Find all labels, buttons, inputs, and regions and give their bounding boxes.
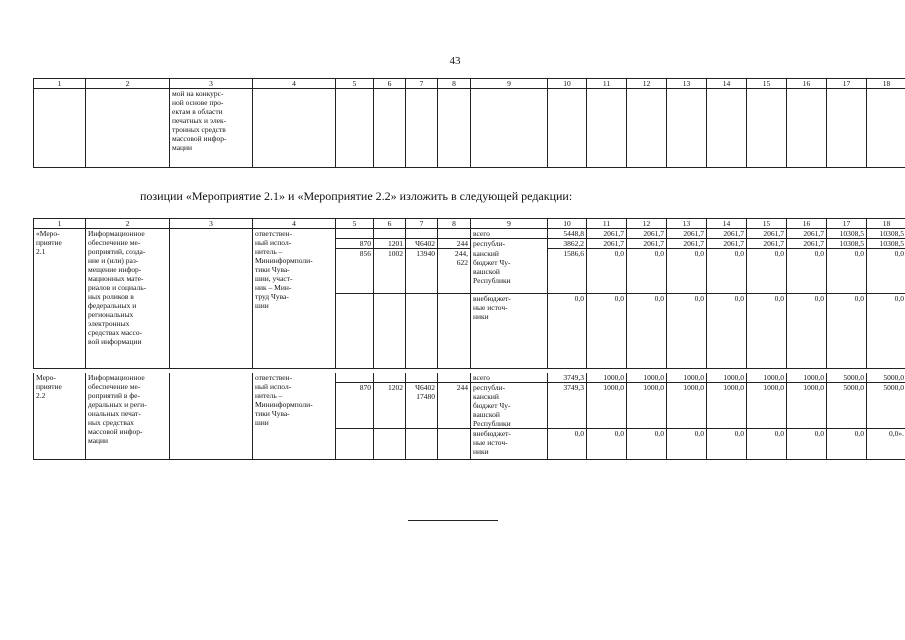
value-cell: 1000,0 bbox=[667, 373, 707, 383]
text-line: массовой инфор- bbox=[172, 134, 227, 143]
column-number-13: 13 bbox=[667, 79, 707, 89]
value-cell: 0,0 bbox=[787, 249, 827, 294]
code-cell: 1202 bbox=[374, 383, 406, 429]
text-line: нитель – bbox=[255, 247, 283, 256]
column-number-3: 3 bbox=[170, 79, 253, 89]
text-line: электронных bbox=[88, 319, 130, 328]
text-line: печатных и элек- bbox=[172, 116, 227, 125]
value-cell: 5000,0 bbox=[827, 373, 867, 383]
value-cell: 3862,2 bbox=[548, 239, 587, 249]
event-description bbox=[86, 229, 170, 369]
value-cell: 0,0 bbox=[747, 249, 787, 294]
text-line: вашской bbox=[473, 410, 500, 419]
value-cell: 1000,0 bbox=[627, 373, 667, 383]
value-cell: 0,0 bbox=[627, 249, 667, 294]
text-line: федеральных и bbox=[88, 301, 137, 310]
column-number-13: 13 bbox=[667, 219, 707, 229]
value-cell: 10308,5 bbox=[867, 239, 905, 249]
value-cell: 2061,7 bbox=[667, 229, 707, 239]
column-number-1: 1 bbox=[34, 79, 86, 89]
text-line: 622 bbox=[456, 258, 468, 267]
value-cell: 0,0 bbox=[747, 293, 787, 368]
column-number-11: 11 bbox=[587, 79, 627, 89]
text-line: шии bbox=[255, 418, 269, 427]
funding-source bbox=[471, 429, 548, 460]
text-line: мационных мате- bbox=[88, 274, 144, 283]
value-cell: 0,0 bbox=[587, 249, 627, 294]
value-cell: 0,0 bbox=[627, 429, 667, 460]
text-line: Меро- bbox=[36, 373, 56, 382]
page-number: 43 bbox=[449, 55, 461, 67]
text-line: риалов и социаль- bbox=[88, 283, 147, 292]
column-number-12: 12 bbox=[627, 79, 667, 89]
value-cell: 10308,5 bbox=[827, 229, 867, 239]
value-cell: 10308,5 bbox=[867, 229, 905, 239]
text-line: ники bbox=[473, 311, 489, 321]
column-number-2: 2 bbox=[86, 79, 170, 89]
value-cell: 3749,3 bbox=[548, 373, 587, 383]
text-line: мации bbox=[88, 436, 109, 445]
value-cell: 0,0 bbox=[548, 429, 587, 460]
value-cell: 2061,7 bbox=[707, 229, 747, 239]
funding-source: республи- bbox=[471, 239, 548, 249]
funding-source bbox=[471, 249, 548, 294]
text-line: средствах массо- bbox=[88, 328, 143, 337]
text-line: Мининформполи- bbox=[255, 256, 313, 265]
value-cell: 2061,7 bbox=[787, 229, 827, 239]
column-number-8: 8 bbox=[438, 79, 471, 89]
text-line: мой на конкурс- bbox=[172, 89, 224, 98]
value-cell: 1000,0 bbox=[707, 373, 747, 383]
column-number-18: 18 bbox=[867, 79, 905, 89]
value-cell: 0,0 bbox=[667, 249, 707, 294]
text-line: тики Чува- bbox=[255, 409, 290, 418]
column-number-9: 9 bbox=[471, 79, 548, 89]
value-cell: 1000,0 bbox=[587, 373, 627, 383]
column-number-18: 18 bbox=[867, 219, 905, 229]
value-cell: 0,0 bbox=[587, 429, 627, 460]
value-cell: 0,0 bbox=[827, 429, 867, 460]
value-cell: 2061,7 bbox=[707, 239, 747, 249]
value-cell: 0,0 bbox=[707, 249, 747, 294]
text-line: бюджет Чу- bbox=[473, 257, 511, 267]
text-line: роприятий, созда- bbox=[88, 247, 146, 256]
text-line: обеспечение ме- bbox=[88, 382, 141, 391]
text-line: деральных и реги- bbox=[88, 400, 147, 409]
code-cell: 870 bbox=[336, 383, 374, 429]
text-line: ные источ- bbox=[473, 438, 508, 447]
value-cell: 0,0 bbox=[867, 293, 905, 368]
value-cell: 0,0 bbox=[707, 293, 747, 368]
text-line: ных роликов в bbox=[88, 292, 134, 301]
column-number-4: 4 bbox=[253, 79, 336, 89]
value-cell: 0,0 bbox=[787, 429, 827, 460]
value-cell: 2061,7 bbox=[787, 239, 827, 249]
value-cell: 2061,7 bbox=[747, 239, 787, 249]
text-line: ние и (или) раз- bbox=[88, 256, 139, 265]
code-cell bbox=[406, 383, 438, 429]
value-cell: 5000,0 bbox=[867, 383, 905, 429]
table-row bbox=[34, 373, 905, 383]
value-cell: 0,0 bbox=[587, 293, 627, 368]
intro-text: позиции «Мероприятие 2.1» и «Мероприятие 2.2» изложить в следующей редакции: bbox=[140, 189, 573, 203]
event-description bbox=[170, 89, 253, 168]
text-line: роприятий в фе- bbox=[88, 391, 141, 400]
end-divider bbox=[408, 520, 498, 521]
text-line: ный испол- bbox=[255, 238, 292, 247]
column-number-14: 14 bbox=[707, 219, 747, 229]
funding-source bbox=[471, 293, 548, 368]
value-cell: 5000,0 bbox=[827, 383, 867, 429]
text-line: ные источ- bbox=[473, 302, 508, 312]
text-line: Информационное bbox=[88, 229, 145, 238]
text-line: 2.1 bbox=[36, 247, 46, 256]
responsible-executor bbox=[253, 229, 336, 369]
text-line: «Меро- bbox=[36, 229, 60, 238]
column-number-16: 16 bbox=[787, 79, 827, 89]
value-cell: 10308,5 bbox=[827, 239, 867, 249]
text-line: ектам в области bbox=[172, 107, 223, 116]
text-line: ник – Мин- bbox=[255, 283, 292, 292]
value-cell: 0,0 bbox=[827, 293, 867, 368]
funding-source: всего bbox=[471, 373, 548, 383]
table-row bbox=[34, 89, 905, 168]
text-line: ники bbox=[473, 447, 489, 456]
column-number-row bbox=[34, 79, 905, 89]
text-line: ответствен- bbox=[255, 373, 293, 382]
value-cell: 1000,0 bbox=[667, 383, 707, 429]
text-line: массовой инфор- bbox=[88, 427, 143, 436]
column-number-7: 7 bbox=[406, 219, 438, 229]
column-number-14: 14 bbox=[707, 79, 747, 89]
column-number-6: 6 bbox=[374, 219, 406, 229]
value-cell: 1000,0 bbox=[787, 373, 827, 383]
column-number-15: 15 bbox=[747, 219, 787, 229]
column-number-1: 1 bbox=[34, 219, 86, 229]
value-cell: 5000,0 bbox=[867, 373, 905, 383]
text-line: нитель – bbox=[255, 391, 283, 400]
text-line: канский bbox=[473, 392, 499, 401]
column-number-row bbox=[34, 219, 905, 229]
value-cell: 0,0 bbox=[548, 293, 587, 368]
text-line: шии, участ- bbox=[255, 274, 293, 283]
column-number-9: 9 bbox=[471, 219, 548, 229]
value-cell: 0,0 bbox=[827, 249, 867, 294]
value-cell: 2061,7 bbox=[587, 239, 627, 249]
value-cell: 3749,3 bbox=[548, 383, 587, 429]
column-number-6: 6 bbox=[374, 79, 406, 89]
value-cell: 1000,0 bbox=[707, 383, 747, 429]
event-name bbox=[34, 229, 86, 369]
value-cell: 0,0 bbox=[667, 293, 707, 368]
text-line: ный испол- bbox=[255, 382, 292, 391]
text-line: тики Чува- bbox=[255, 265, 290, 274]
column-number-16: 16 bbox=[787, 219, 827, 229]
value-cell: 2061,7 bbox=[627, 229, 667, 239]
table-event-2-2 bbox=[33, 373, 905, 460]
text-line: Ч6402 bbox=[415, 383, 435, 392]
table-event-2-1 bbox=[33, 218, 905, 369]
text-line: вой информации bbox=[88, 337, 142, 346]
code-cell: 244 bbox=[438, 239, 471, 249]
code-cell: 856 bbox=[336, 249, 374, 294]
column-number-12: 12 bbox=[627, 219, 667, 229]
text-line: обеспечение ме- bbox=[88, 238, 141, 247]
column-number-3: 3 bbox=[170, 219, 253, 229]
code-cell: 870 bbox=[336, 239, 374, 249]
value-cell: 0,0 bbox=[627, 293, 667, 368]
column-number-2: 2 bbox=[86, 219, 170, 229]
text-line: ной основе про- bbox=[172, 98, 224, 107]
value-cell: 0,0 bbox=[707, 429, 747, 460]
value-cell: 1000,0 bbox=[587, 383, 627, 429]
text-line: региональных bbox=[88, 310, 134, 319]
funding-source bbox=[471, 383, 548, 429]
text-line: шии bbox=[255, 301, 269, 310]
value-cell: 0,0 bbox=[867, 249, 905, 294]
text-line: 17480 bbox=[416, 392, 435, 401]
text-line: приятие bbox=[36, 382, 62, 391]
code-cell: 13940 bbox=[406, 249, 438, 294]
value-cell: 5448,8 bbox=[548, 229, 587, 239]
text-line: труд Чува- bbox=[255, 292, 289, 301]
code-cell: 1201 bbox=[374, 239, 406, 249]
value-cell: 1000,0 bbox=[747, 373, 787, 383]
text-line: приятие bbox=[36, 238, 62, 247]
column-number-5: 5 bbox=[336, 219, 374, 229]
value-cell: 0,0 bbox=[667, 429, 707, 460]
responsible-executor bbox=[253, 373, 336, 460]
value-cell: 2061,7 bbox=[587, 229, 627, 239]
text-line: мещение инфор- bbox=[88, 265, 142, 274]
code-cell: Ч6402 bbox=[406, 239, 438, 249]
text-line: Республики bbox=[473, 419, 511, 428]
text-line: республи- bbox=[473, 383, 506, 392]
value-cell: 1586,6 bbox=[548, 249, 587, 294]
text-line: 2.2 bbox=[36, 391, 46, 400]
column-number-10: 10 bbox=[548, 79, 587, 89]
code-cell bbox=[438, 249, 471, 294]
text-line: Информационное bbox=[88, 373, 145, 382]
text-line: бюджет Чу- bbox=[473, 401, 511, 410]
column-number-15: 15 bbox=[747, 79, 787, 89]
value-cell: 1000,0 bbox=[747, 383, 787, 429]
funding-source: всего bbox=[471, 229, 548, 239]
event-description bbox=[86, 373, 170, 460]
text-line: ональных печат- bbox=[88, 409, 141, 418]
value-cell: 0,0». bbox=[867, 429, 905, 460]
value-cell: 1000,0 bbox=[787, 383, 827, 429]
column-number-5: 5 bbox=[336, 79, 374, 89]
value-cell: 0,0 bbox=[787, 293, 827, 368]
text-line: канский bbox=[473, 248, 499, 258]
value-cell: 2061,7 bbox=[627, 239, 667, 249]
column-number-17: 17 bbox=[827, 219, 867, 229]
text-line: ных средствах bbox=[88, 418, 134, 427]
value-cell: 2061,7 bbox=[747, 229, 787, 239]
text-line: внебюджет- bbox=[473, 293, 511, 303]
column-number-10: 10 bbox=[548, 219, 587, 229]
text-line: вашской bbox=[473, 266, 500, 276]
column-number-7: 7 bbox=[406, 79, 438, 89]
column-number-8: 8 bbox=[438, 219, 471, 229]
event-name bbox=[34, 373, 86, 460]
column-number-11: 11 bbox=[587, 219, 627, 229]
text-line: 244, bbox=[454, 249, 468, 258]
text-line: Мининформполи- bbox=[255, 400, 313, 409]
text-line: тронных средств bbox=[172, 125, 226, 134]
text-line: ответствен- bbox=[255, 229, 293, 238]
value-cell: 0,0 bbox=[747, 429, 787, 460]
text-line: Республики bbox=[473, 275, 511, 285]
column-number-4: 4 bbox=[253, 219, 336, 229]
value-cell: 2061,7 bbox=[667, 239, 707, 249]
code-cell: 1002 bbox=[374, 249, 406, 294]
text-line: внебюджет- bbox=[473, 429, 511, 438]
value-cell: 1000,0 bbox=[627, 383, 667, 429]
code-cell: 244 bbox=[438, 383, 471, 429]
table-continuation bbox=[33, 78, 905, 168]
table-row bbox=[34, 229, 905, 239]
text-line: мации bbox=[172, 143, 193, 152]
column-number-17: 17 bbox=[827, 79, 867, 89]
